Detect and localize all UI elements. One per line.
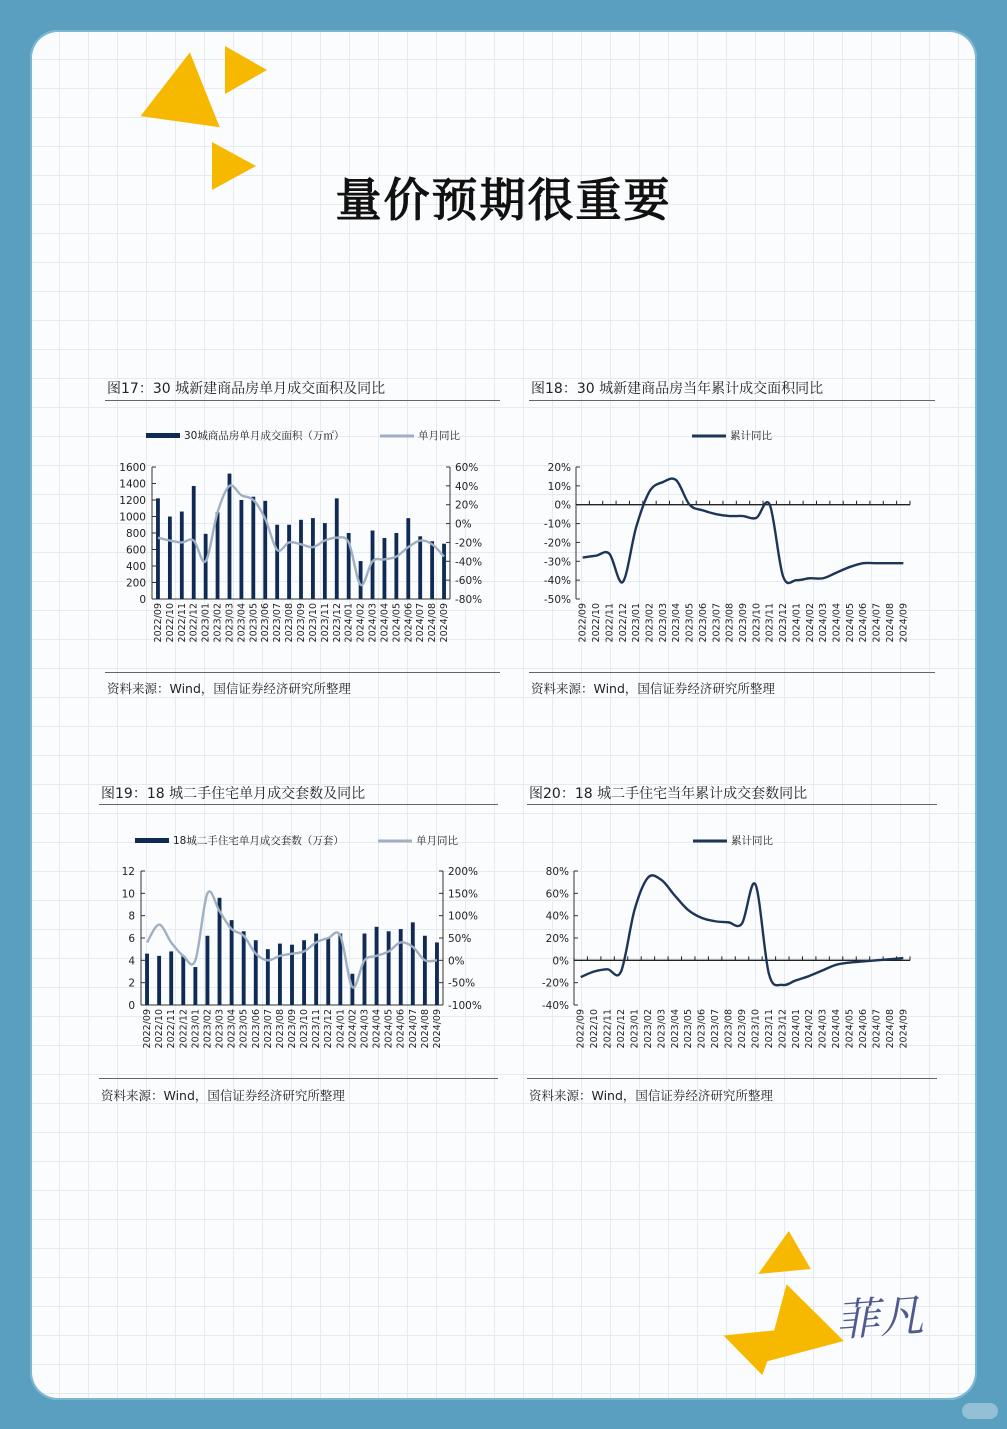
right-tick-label: -80%: [455, 594, 483, 606]
bar: [239, 500, 243, 599]
x-tick-label: 2024/09: [898, 1009, 910, 1049]
right-tick-label: 150%: [448, 888, 479, 901]
x-tick-label: 2023/01: [190, 1009, 202, 1049]
left-tick-label: 2: [128, 977, 135, 990]
divider: [529, 672, 935, 673]
x-tick-label: 2024/01: [335, 1009, 347, 1049]
x-tick-label: 2023/02: [202, 1009, 214, 1049]
y-tick-label: -30%: [543, 556, 571, 569]
x-tick-label: 2022/12: [617, 603, 629, 643]
bar: [411, 922, 415, 1005]
x-tick-label: 2024/02: [347, 1009, 359, 1049]
bar: [242, 931, 246, 1005]
x-tick-label: 2023/11: [319, 603, 331, 643]
y-tick-label: -20%: [541, 977, 569, 990]
x-tick-label: 2023/02: [644, 603, 656, 643]
right-tick-label: 50%: [448, 933, 472, 945]
source-note: 资料来源：Wind，国信证券经济研究所整理: [529, 1088, 773, 1103]
bar: [418, 536, 422, 599]
left-tick-label: 0: [128, 1000, 135, 1012]
chart-18: [530, 420, 930, 660]
source-note: 资料来源：Wind，国信证券经济研究所整理: [101, 1088, 345, 1103]
bar: [442, 544, 446, 599]
x-tick-label: 2024/06: [857, 1009, 869, 1049]
x-tick-label: 2022/12: [616, 1009, 628, 1049]
x-tick-label: 2023/12: [323, 1009, 335, 1049]
y-tick-label: 20%: [547, 462, 571, 474]
x-tick-label: 2023/07: [710, 1009, 722, 1049]
left-tick-label: 12: [121, 866, 135, 878]
x-tick-label: 2023/09: [737, 1009, 748, 1049]
x-tick-label: 2023/12: [331, 603, 343, 643]
x-tick-label: 2023/07: [272, 603, 284, 643]
x-tick-label: 2022/11: [166, 1009, 178, 1049]
chart-title-19: 图19：18 城二手住宅单月成交套数及同比: [101, 786, 366, 802]
bar: [230, 920, 234, 1005]
x-tick-label: 2023/03: [224, 603, 236, 643]
y-tick-label: 0%: [554, 499, 571, 512]
x-tick-label: 2023/10: [299, 1009, 311, 1049]
right-tick-label: -20%: [455, 537, 483, 550]
x-tick-label: 2023/07: [711, 603, 723, 643]
x-tick-label: 2022/12: [178, 1009, 190, 1049]
divider: [105, 672, 500, 673]
right-tick-label: -40%: [455, 556, 483, 569]
bar: [266, 949, 270, 1005]
x-tick-label: 2024/07: [871, 603, 883, 643]
y-tick-label: -40%: [543, 575, 571, 588]
decor-triangle-2: [225, 46, 267, 94]
decor-triangle-1: [141, 47, 230, 127]
x-tick-label: 2023/04: [236, 603, 248, 643]
x-tick-label: 2022/10: [164, 603, 176, 643]
left-tick-label: 1600: [119, 462, 146, 474]
x-tick-label: 2023/01: [629, 1009, 641, 1049]
bar: [278, 944, 282, 1005]
right-tick-label: 20%: [455, 499, 479, 512]
x-tick-label: 2023/03: [657, 603, 669, 643]
watermark-badge: [962, 1403, 998, 1419]
x-tick-label: 2023/11: [763, 1009, 775, 1049]
bar: [157, 956, 161, 1005]
bar: [383, 538, 387, 599]
x-tick-label: 2024/04: [371, 1009, 383, 1049]
y-tick-label: 80%: [545, 866, 569, 878]
divider: [527, 1078, 937, 1079]
page-card: [30, 30, 977, 1400]
left-tick-label: 0: [139, 594, 146, 606]
legend-label-line: 单月同比: [418, 430, 460, 442]
x-tick-label: 2022/09: [142, 1009, 154, 1049]
right-tick-label: -100%: [448, 1000, 482, 1012]
x-tick-label: 2023/07: [262, 1009, 274, 1049]
handwritten-signature: 菲凡: [833, 1289, 925, 1347]
bar: [169, 951, 173, 1005]
left-tick-label: 4: [128, 955, 135, 968]
x-tick-label: 2023/03: [214, 1009, 226, 1049]
bar: [311, 518, 315, 599]
x-tick-label: 2023/09: [296, 603, 307, 643]
x-tick-label: 2024/03: [818, 603, 830, 643]
source-note: 资料来源：Wind，国信证券经济研究所整理: [107, 681, 351, 696]
series-line: [583, 479, 904, 583]
x-tick-label: 2022/11: [176, 603, 188, 643]
chart-title-20: 图20：18 城二手住宅当年累计成交套数同比: [529, 786, 808, 802]
left-tick-label: 1000: [119, 511, 146, 524]
right-tick-label: 200%: [448, 866, 479, 878]
bar: [387, 931, 391, 1005]
bar: [254, 940, 258, 1005]
y-tick-label: -50%: [543, 594, 571, 606]
y-tick-label: -10%: [543, 518, 571, 531]
bar: [435, 942, 439, 1005]
x-tick-label: 2024/09: [898, 603, 910, 643]
series-line: [581, 875, 904, 985]
x-tick-label: 2023/09: [287, 1009, 298, 1049]
right-tick-label: 100%: [448, 910, 479, 923]
x-tick-label: 2023/10: [751, 603, 763, 643]
bar: [323, 523, 327, 599]
x-tick-label: 2023/05: [683, 1009, 695, 1049]
x-tick-label: 2023/11: [311, 1009, 323, 1049]
bar: [375, 927, 379, 1005]
x-tick-label: 2023/05: [684, 603, 696, 643]
bar: [287, 525, 291, 599]
x-tick-label: 2023/08: [274, 1009, 286, 1049]
left-tick-label: 800: [125, 528, 146, 540]
bar: [399, 929, 403, 1005]
y-tick-label: 20%: [545, 933, 569, 945]
divider: [99, 804, 498, 805]
x-tick-label: 2024/09: [431, 1009, 443, 1049]
right-tick-label: 40%: [455, 480, 479, 493]
right-tick-label: 0%: [455, 518, 472, 531]
x-tick-label: 2023/12: [778, 603, 790, 643]
chart-title-17: 图17：30 城新建商品房单月成交面积及同比: [107, 381, 386, 397]
legend-swatch-bar: [135, 838, 169, 843]
bar: [156, 498, 160, 599]
x-tick-label: 2024/01: [790, 1009, 802, 1049]
chart-17: [100, 420, 505, 660]
x-tick-label: 2024/05: [391, 603, 403, 643]
bar: [350, 974, 354, 1005]
bar: [216, 512, 220, 599]
legend-swatch-bar: [146, 433, 180, 438]
left-tick-label: 600: [125, 544, 146, 557]
x-tick-label: 2022/10: [589, 1009, 601, 1049]
y-tick-label: -20%: [543, 537, 571, 550]
x-tick-label: 2024/06: [395, 1009, 407, 1049]
x-tick-label: 2024/08: [427, 603, 439, 643]
x-tick-label: 2024/08: [884, 603, 896, 643]
bar: [430, 541, 434, 599]
bar: [275, 525, 279, 599]
x-tick-label: 2023/06: [697, 603, 709, 643]
right-tick-label: 0%: [448, 955, 465, 968]
x-tick-label: 2024/04: [831, 1009, 843, 1049]
x-tick-label: 2024/03: [367, 603, 379, 643]
x-tick-label: 2023/05: [238, 1009, 250, 1049]
right-tick-label: 60%: [455, 462, 479, 474]
y-tick-label: 0%: [552, 955, 569, 968]
bar: [394, 533, 398, 599]
x-tick-label: 2023/10: [750, 1009, 762, 1049]
x-tick-label: 2023/04: [226, 1009, 238, 1049]
legend-label-line: 单月同比: [416, 835, 458, 847]
x-tick-label: 2024/05: [844, 1009, 856, 1049]
x-tick-label: 2022/11: [604, 603, 616, 643]
x-tick-label: 2023/11: [764, 603, 776, 643]
legend-label-bar: 18城二手住宅单月成交套数（万套）: [173, 835, 344, 847]
x-tick-label: 2023/06: [696, 1009, 708, 1049]
bar: [406, 518, 410, 599]
left-tick-label: 200: [125, 577, 146, 590]
x-tick-label: 2022/10: [154, 1009, 166, 1049]
bar: [335, 498, 339, 599]
chart-19: [95, 825, 500, 1065]
bar: [193, 967, 197, 1005]
x-tick-label: 2024/01: [791, 603, 803, 643]
x-tick-label: 2023/08: [284, 603, 296, 643]
y-tick-label: 60%: [545, 888, 569, 901]
bar: [206, 936, 210, 1005]
x-tick-label: 2023/10: [307, 603, 319, 643]
bar: [204, 534, 208, 599]
left-tick-label: 1200: [119, 495, 146, 507]
x-tick-label: 2024/08: [884, 1009, 896, 1049]
legend-label-line: 累计同比: [731, 835, 773, 847]
x-tick-label: 2024/03: [359, 1009, 371, 1049]
bar: [363, 934, 367, 1005]
bar: [423, 936, 427, 1005]
x-tick-label: 2022/10: [591, 603, 603, 643]
bar: [299, 520, 303, 599]
x-tick-label: 2023/05: [248, 603, 260, 643]
source-note: 资料来源：Wind，国信证券经济研究所整理: [531, 681, 775, 696]
legend-label-line: 累计同比: [730, 430, 772, 442]
right-tick-label: -60%: [455, 575, 483, 588]
x-tick-label: 2024/02: [804, 603, 816, 643]
x-tick-label: 2023/03: [656, 1009, 668, 1049]
chart-title-18: 图18：30 城新建商品房当年累计成交面积同比: [531, 381, 824, 397]
divider: [527, 804, 937, 805]
x-tick-label: 2024/09: [439, 603, 451, 643]
y-tick-label: -40%: [541, 1000, 569, 1012]
x-tick-label: 2024/06: [403, 603, 415, 643]
legend-label-bar: 30城商品房单月成交面积（万㎡）: [184, 430, 345, 442]
bar: [251, 497, 255, 599]
x-tick-label: 2024/01: [343, 603, 355, 643]
x-tick-label: 2023/08: [723, 1009, 735, 1049]
left-tick-label: 10: [121, 888, 135, 901]
left-tick-label: 8: [128, 910, 135, 923]
x-tick-label: 2023/09: [738, 603, 749, 643]
x-tick-label: 2023/12: [777, 1009, 789, 1049]
x-tick-label: 2024/07: [407, 1009, 419, 1049]
x-tick-label: 2022/11: [602, 1009, 614, 1049]
left-tick-label: 1400: [119, 478, 146, 491]
x-tick-label: 2023/02: [642, 1009, 654, 1049]
divider: [99, 1078, 498, 1079]
x-tick-label: 2024/05: [844, 603, 856, 643]
x-tick-label: 2024/08: [419, 1009, 431, 1049]
x-tick-label: 2024/03: [817, 1009, 829, 1049]
chart-20: [528, 825, 928, 1065]
bar: [168, 517, 172, 600]
x-tick-label: 2024/02: [804, 1009, 816, 1049]
x-tick-label: 2024/06: [858, 603, 870, 643]
x-tick-label: 2023/02: [212, 603, 224, 643]
bar: [181, 956, 185, 1005]
x-tick-label: 2023/04: [671, 603, 683, 643]
x-tick-label: 2024/07: [871, 1009, 883, 1049]
divider: [529, 400, 935, 401]
y-tick-label: 40%: [545, 910, 569, 923]
divider: [105, 400, 500, 401]
x-tick-label: 2024/04: [831, 603, 843, 643]
x-tick-label: 2022/09: [577, 603, 589, 643]
x-tick-label: 2024/04: [379, 603, 391, 643]
bar: [145, 954, 149, 1005]
x-tick-label: 2023/01: [631, 603, 643, 643]
left-tick-label: 400: [125, 561, 146, 573]
x-tick-label: 2022/12: [188, 603, 200, 643]
page-title: 量价预期很重要: [335, 173, 672, 227]
x-tick-label: 2024/07: [415, 603, 427, 643]
left-tick-label: 6: [128, 933, 135, 945]
x-tick-label: 2022/09: [575, 1009, 587, 1049]
x-tick-label: 2024/05: [383, 1009, 395, 1049]
x-tick-label: 2023/06: [250, 1009, 262, 1049]
bar: [228, 474, 232, 599]
right-tick-label: -50%: [448, 977, 476, 990]
x-tick-label: 2022/09: [152, 603, 164, 643]
x-tick-label: 2023/08: [724, 603, 736, 643]
x-tick-label: 2023/04: [669, 1009, 681, 1049]
bar: [180, 512, 184, 599]
x-tick-label: 2023/06: [260, 603, 272, 643]
y-tick-label: 10%: [547, 480, 571, 493]
x-tick-label: 2024/02: [355, 603, 367, 643]
x-tick-label: 2023/01: [200, 603, 212, 643]
bar: [326, 938, 330, 1005]
